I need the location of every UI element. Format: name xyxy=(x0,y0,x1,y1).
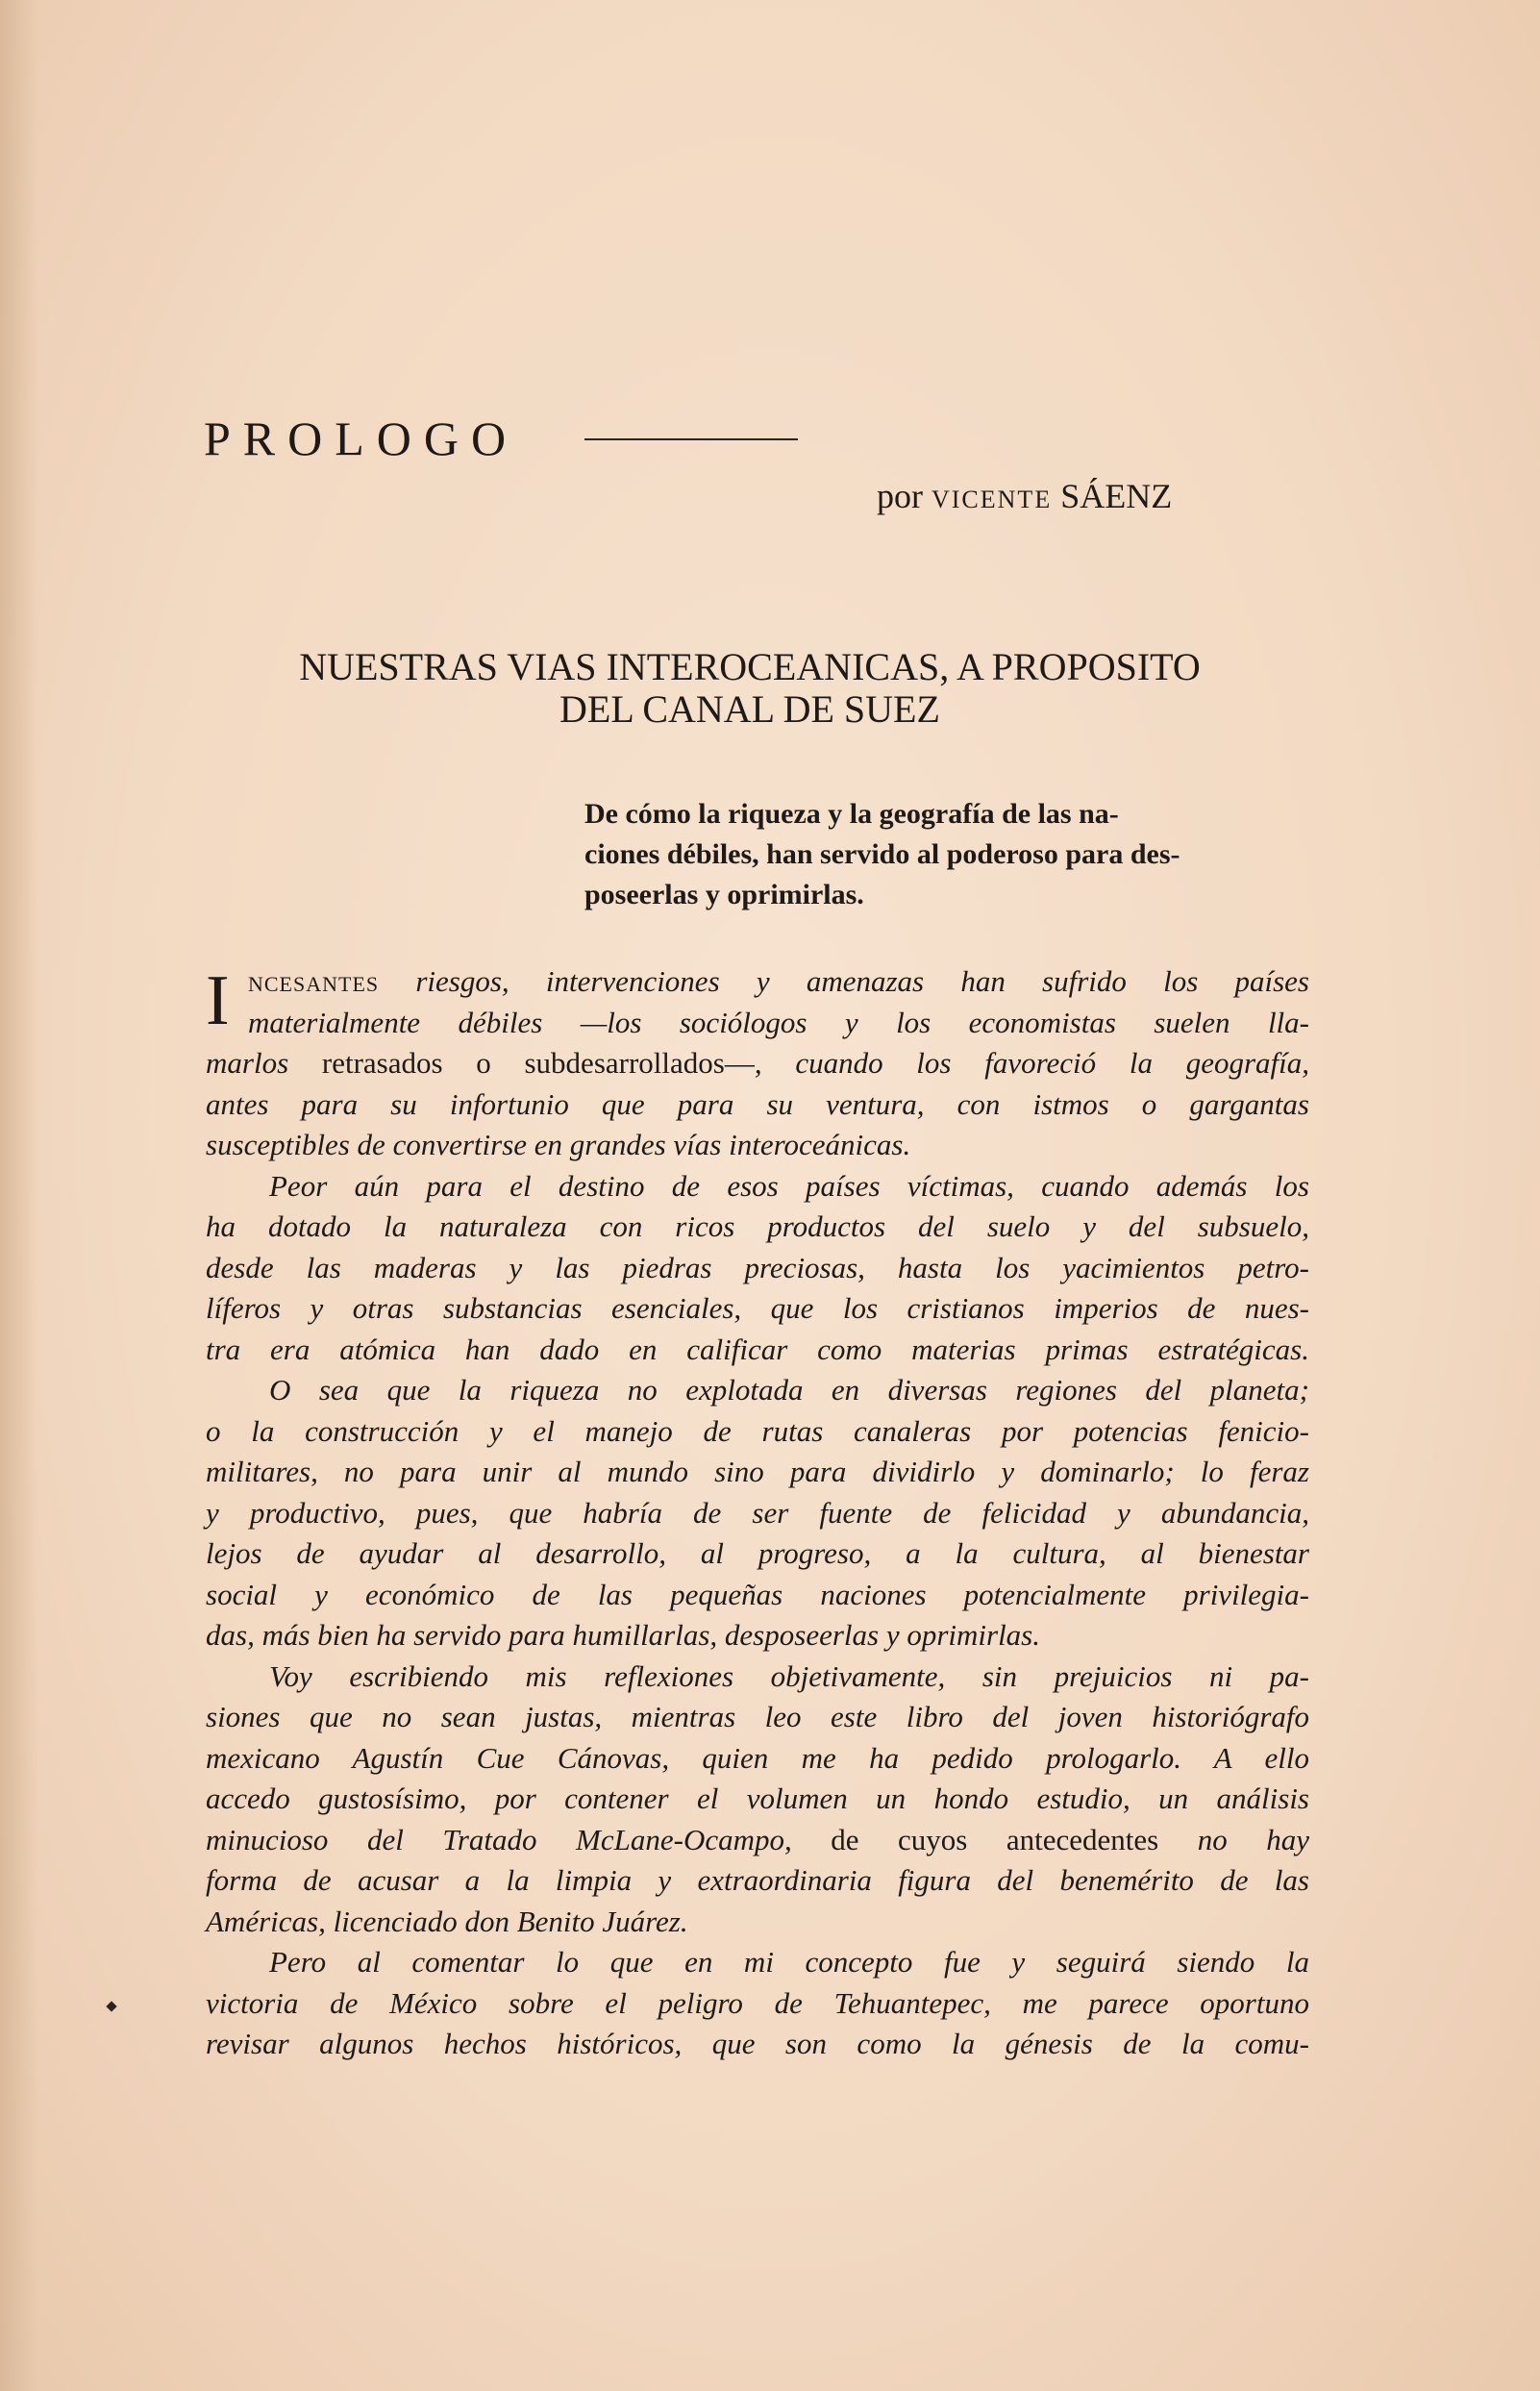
text-line xyxy=(206,1820,1309,1861)
chapter-title xyxy=(173,646,1327,731)
body-text xyxy=(206,961,1309,2065)
text-line: ha dotado la naturaleza con ricos productos del suelo y del subsuelo, xyxy=(206,1209,1309,1243)
text-span: minucioso del Tratado McLane-Ocampo, xyxy=(206,1822,792,1856)
author-byline xyxy=(877,475,1172,521)
text-line: revisar algunos hechos históricos, que son como la génesis de la comu- xyxy=(206,2027,1309,2060)
text-line: O sea que la riqueza no explotada en diversas regiones del planeta; xyxy=(269,1373,1309,1407)
section-heading: PROLOGO xyxy=(204,411,519,465)
text-line: antes para su infortunio que para su ventura, con istmos o gargantas xyxy=(206,1086,1309,1121)
text-line: Voy escribiendo mis reflexiones objetivamente, sin prejuicios ni pa- xyxy=(269,1658,1309,1693)
epigraph xyxy=(584,794,1304,915)
small-caps-word: NCESANTES xyxy=(248,972,380,996)
text-line: o la construcción y el manejo de rutas canaleras por potencias fenicio- xyxy=(206,1413,1309,1448)
text-line: militares, no para unir al mundo sino para dividirlo y dominarlo; lo feraz xyxy=(206,1455,1309,1488)
roman-span: de cuyos antecedentes xyxy=(791,1822,1198,1856)
text-line: siones que no sean justas, mientras leo este libro del joven historiógrafo xyxy=(206,1700,1309,1733)
byline-por: por xyxy=(877,477,923,515)
text-line: susceptibles de convertirse en grandes vías interoceánicas. xyxy=(206,1128,911,1161)
text-line: forma de acusar a la limpia y extraordinaria figura del benemérito de las xyxy=(206,1863,1309,1897)
epigraph-line: De cómo la riqueza y la geografía de las na- xyxy=(584,798,1119,830)
text-line: das, más bien ha servido para humillarlas, desposeerlas y oprimirlas. xyxy=(206,1618,1040,1652)
text-line: y productivo, pues, que habría de ser fuente de felicidad y abundancia, xyxy=(206,1495,1309,1530)
epigraph-line: poseerlas y oprimirlas. xyxy=(584,879,864,910)
text-line: desde las maderas y las piedras preciosas, hasta los yacimientos petro- xyxy=(206,1250,1309,1284)
text-span: marlos xyxy=(206,1046,289,1080)
chapter-title-line-1: NUESTRAS VIAS INTEROCEANICAS, A PROPOSITO xyxy=(299,645,1201,688)
byline-last-name: SÁENZ xyxy=(1060,477,1173,515)
heading-rule xyxy=(584,438,798,440)
text-line: mexicano Agustín Cue Cánovas, quien me ha pedido prologarlo. A ello xyxy=(206,1740,1309,1775)
text-span: , cuando los favoreció la geografía, xyxy=(754,1046,1310,1080)
text-line: accedo gustosísimo, por contener el volumen un hondo estudio, un análisis xyxy=(206,1781,1309,1815)
text-line xyxy=(206,1043,1309,1084)
text-line: materialmente débiles —los sociólogos y los economistas suelen lla- xyxy=(248,1005,1309,1039)
text-line: victoria de México sobre el peligro de Tehuantepec, me parece oportuno xyxy=(206,1985,1309,2020)
chapter-title-line-2: DEL CANAL DE SUEZ xyxy=(559,687,940,731)
text-line: líferos y otras substancias esenciales, que los cristianos imperios de nues- xyxy=(206,1291,1309,1325)
roman-span: retrasados o subdesarrollados— xyxy=(288,1046,755,1080)
epigraph-line: ciones débiles, han servido al poderoso para des- xyxy=(584,838,1180,870)
ink-mark xyxy=(106,2001,116,2011)
text-span: no hay xyxy=(1197,1822,1309,1856)
drop-cap: I xyxy=(206,961,230,1040)
text-line: tra era atómica han dado en calificar como materias primas estratégicas. xyxy=(206,1332,1309,1366)
text-line: Pero al comentar lo que en mi concepto fue y seguirá siendo la xyxy=(269,1945,1309,1979)
text-span: riesgos, intervenciones y amenazas han sufrido los países xyxy=(379,964,1309,998)
text-line: Américas, licenciado don Benito Juárez. xyxy=(206,1904,688,1938)
text-line: social y económico de las pequeñas naciones potencialmente privilegia- xyxy=(206,1577,1309,1611)
text-line xyxy=(206,961,1309,1003)
text-line: lejos de ayudar al desarrollo, al progreso, a la cultura, al bienestar xyxy=(206,1536,1309,1570)
byline-first-name: VICENTE xyxy=(931,486,1053,513)
text-line: Peor aún para el destino de esos países víctimas, cuando además los xyxy=(269,1168,1309,1203)
page-gutter-shadow xyxy=(0,0,38,2391)
